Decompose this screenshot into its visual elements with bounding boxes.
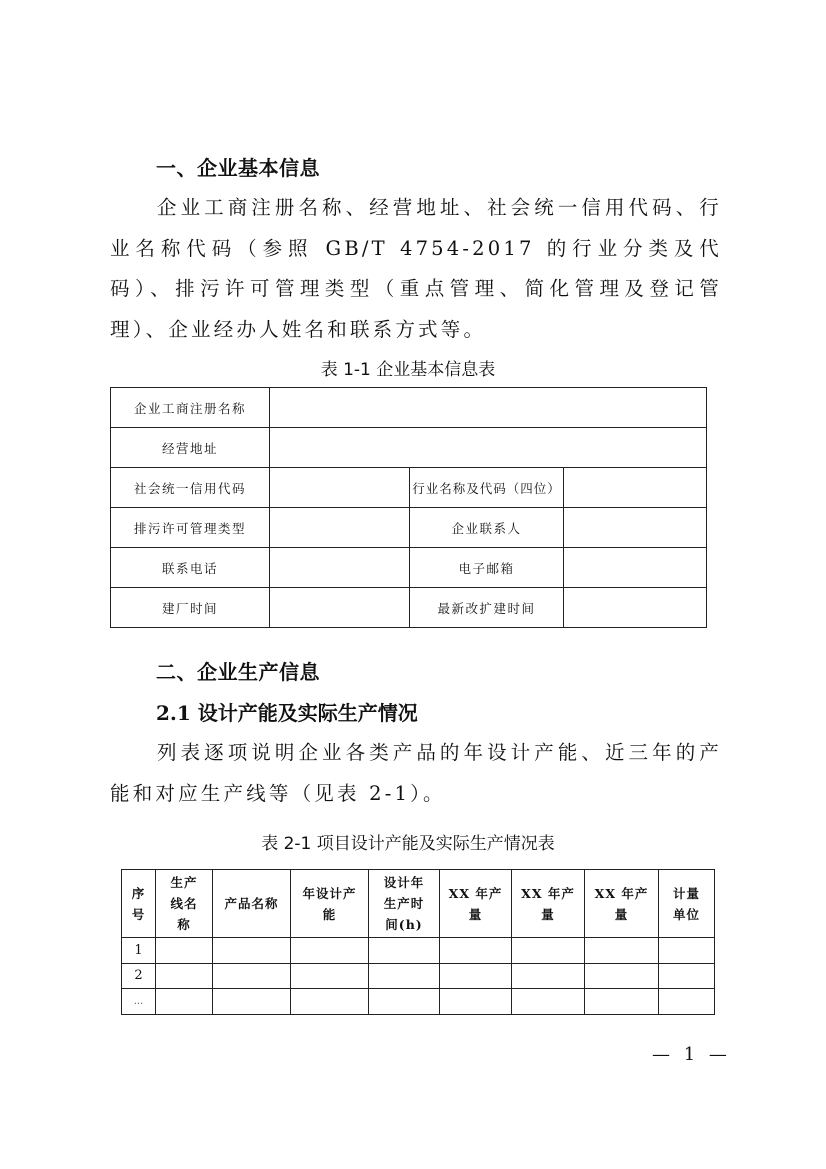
row-label: 行业名称及代码（四位） <box>410 468 564 508</box>
table-row <box>122 938 715 964</box>
row-label: 建厂时间 <box>111 588 270 628</box>
value-cell[interactable] <box>564 548 707 588</box>
cell[interactable] <box>156 938 213 964</box>
row-label: 电子邮箱 <box>410 548 564 588</box>
column-header: XX 年产量 <box>440 870 512 938</box>
table-row <box>122 989 715 1015</box>
cell[interactable] <box>291 938 369 964</box>
table-row <box>122 963 715 989</box>
page-number: — 1 — <box>652 1044 731 1065</box>
value-cell[interactable] <box>564 468 707 508</box>
section1-paragraph: 企业工商注册名称、经营地址、社会统一信用代码、行业名称代码（参照 GB/T 4754-2017 的行业分类及代码）、排污许可管理类型（重点管理、简化管理及登记管理）、企业经办人姓名和联系方式等。 <box>110 196 722 341</box>
row-label: 排污许可管理类型 <box>111 508 270 548</box>
cell[interactable] <box>291 963 369 989</box>
cell[interactable] <box>156 989 213 1015</box>
row-label: 社会统一信用代码 <box>111 468 270 508</box>
column-header: 年设计产能 <box>291 870 369 938</box>
table2-caption: 表 2-1 项目设计产能及实际生产情况表 <box>261 834 555 854</box>
column-header: XX 年产量 <box>512 870 585 938</box>
column-header: 计量单位 <box>659 870 715 938</box>
section2-heading: 二、企业生产信息 <box>156 660 320 684</box>
cell[interactable] <box>659 938 715 964</box>
row-label: 最新改扩建时间 <box>410 588 564 628</box>
cell[interactable] <box>512 989 585 1015</box>
row-label: 企业工商注册名称 <box>111 388 270 428</box>
cell[interactable] <box>440 963 512 989</box>
section2-subheading: 2.1 设计产能及实际生产情况 <box>156 701 418 725</box>
row-label: 联系电话 <box>111 548 270 588</box>
cell[interactable] <box>156 963 213 989</box>
cell[interactable] <box>213 938 291 964</box>
table-row <box>111 588 707 628</box>
column-header: 设计年生产时间(h) <box>369 870 440 938</box>
table-header-row <box>122 870 715 938</box>
column-header: 序号 <box>122 870 156 938</box>
cell[interactable] <box>291 989 369 1015</box>
cell[interactable] <box>512 963 585 989</box>
table-row <box>111 388 707 428</box>
value-cell[interactable] <box>270 548 410 588</box>
cell[interactable] <box>585 938 659 964</box>
value-cell[interactable] <box>270 468 410 508</box>
cell[interactable] <box>213 963 291 989</box>
enterprise-basic-info-table <box>110 387 707 628</box>
table-row <box>111 508 707 548</box>
cell[interactable] <box>440 938 512 964</box>
value-cell[interactable] <box>564 508 707 548</box>
column-header: 产品名称 <box>213 870 291 938</box>
row-label: 经营地址 <box>111 428 270 468</box>
value-cell[interactable] <box>270 428 707 468</box>
production-capacity-table <box>121 869 715 1015</box>
value-cell[interactable] <box>270 588 410 628</box>
cell[interactable] <box>659 963 715 989</box>
column-header: 生产线名称 <box>156 870 213 938</box>
cell[interactable] <box>440 989 512 1015</box>
cell[interactable] <box>585 989 659 1015</box>
table-row <box>111 428 707 468</box>
value-cell[interactable] <box>270 508 410 548</box>
table-row <box>111 468 707 508</box>
cell[interactable] <box>659 989 715 1015</box>
row-index: 1 <box>122 938 156 964</box>
cell[interactable] <box>512 938 585 964</box>
value-cell[interactable] <box>270 388 707 428</box>
section1-heading: 一、企业基本信息 <box>156 156 320 180</box>
section2-paragraph: 列表逐项说明企业各类产品的年设计产能、近三年的产能和对应生产线等（见表 2-1）。 <box>110 741 722 805</box>
table-row <box>111 548 707 588</box>
cell[interactable] <box>369 938 440 964</box>
cell[interactable] <box>369 963 440 989</box>
row-label: 企业联系人 <box>410 508 564 548</box>
row-index: ... <box>122 989 156 1015</box>
column-header: XX 年产量 <box>585 870 659 938</box>
cell[interactable] <box>585 963 659 989</box>
cell[interactable] <box>213 989 291 1015</box>
cell[interactable] <box>369 989 440 1015</box>
row-index: 2 <box>122 963 156 989</box>
value-cell[interactable] <box>564 588 707 628</box>
table1-caption: 表 1-1 企业基本信息表 <box>320 360 496 380</box>
